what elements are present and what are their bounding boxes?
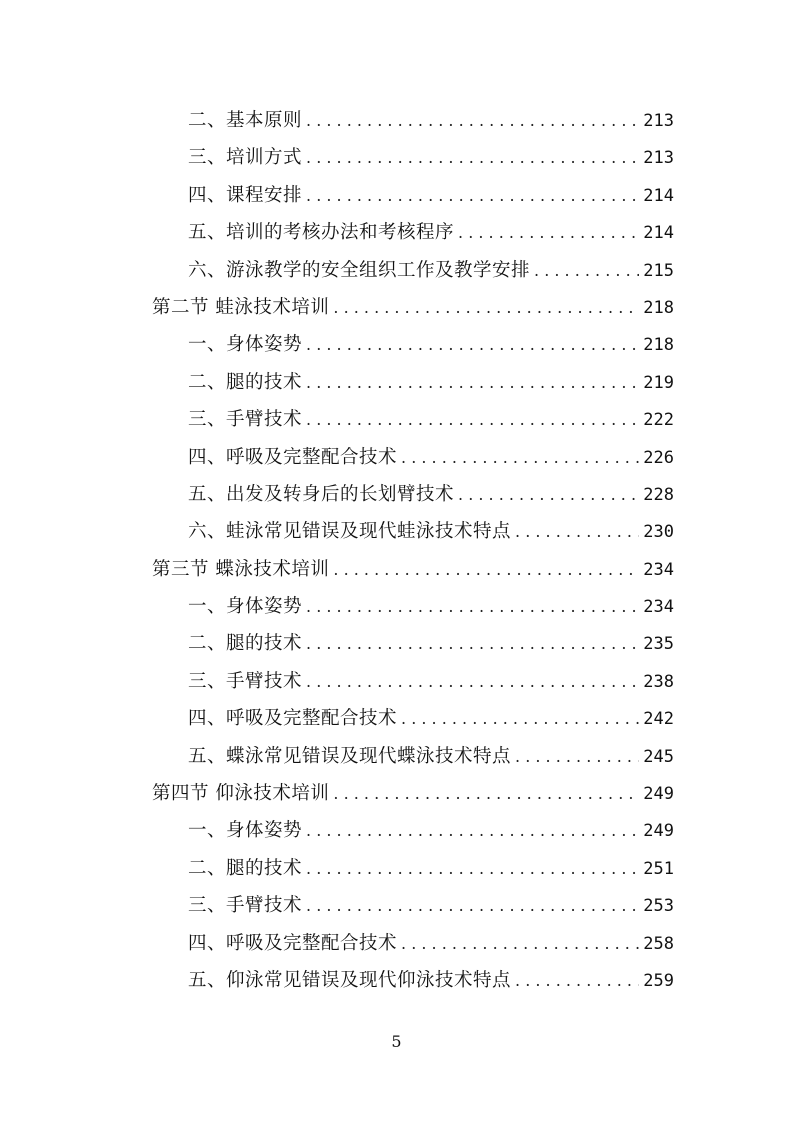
table-of-contents [152,102,674,999]
toc-entry[interactable] [152,139,674,176]
toc-entry[interactable] [152,887,674,924]
toc-entry-page: 258 [643,933,674,954]
toc-entry-page: 249 [643,821,674,842]
toc-dot-leader [333,775,639,812]
toc-dot-leader [306,326,639,363]
toc-dot-leader [515,738,639,775]
toc-entry-title: 三、手臂技术 [188,409,303,431]
toc-entry[interactable] [152,513,674,550]
toc-entry-page: 235 [643,634,674,655]
toc-dot-leader [306,364,639,401]
toc-entry-page: 214 [643,185,674,206]
toc-entry[interactable] [152,326,674,363]
toc-entry-page: 234 [643,559,674,580]
toc-section-entry[interactable] [152,289,674,326]
toc-entry[interactable] [152,364,674,401]
toc-entry[interactable] [152,177,674,214]
toc-dot-leader [401,700,639,737]
toc-dot-leader [534,252,639,289]
toc-entry[interactable] [152,102,674,139]
toc-entry-title: 五、培训的考核办法和考核程序 [188,222,455,244]
toc-entry-title: 六、蛙泳常见错误及现代蛙泳技术特点 [188,521,512,543]
toc-dot-leader [515,513,639,550]
toc-entry-page: 234 [643,597,674,618]
toc-entry-title: 五、仰泳常见错误及现代仰泳技术特点 [188,969,512,991]
toc-dot-leader [458,214,639,251]
toc-entry-title: 二、腿的技术 [188,633,303,655]
toc-entry-page: 214 [643,223,674,244]
toc-entry-page: 226 [643,447,674,468]
toc-entry[interactable] [152,850,674,887]
toc-entry-title: 二、基本原则 [188,110,303,131]
toc-dot-leader [401,925,639,962]
toc-entry-title: 五、出发及转身后的长划臂技术 [188,483,455,505]
toc-entry[interactable] [152,401,674,438]
toc-dot-leader [306,177,639,214]
toc-entry-page: 213 [643,111,674,131]
toc-entry[interactable] [152,925,674,962]
toc-dot-leader [306,139,639,176]
toc-entry-page: 230 [643,522,674,543]
toc-section-entry[interactable] [152,775,674,812]
toc-entry[interactable] [152,252,674,289]
toc-entry-title: 三、培训方式 [188,147,303,169]
toc-entry-page: 222 [643,410,674,431]
toc-entry[interactable] [152,476,674,513]
toc-dot-leader [333,551,639,588]
toc-entry-page: 219 [643,372,674,393]
toc-entry-title: 一、身体姿势 [188,334,303,356]
toc-entry-title: 第二节 蛙泳技术培训 [152,296,330,318]
toc-entry-page: 218 [643,297,674,318]
toc-entry-title: 一、身体姿势 [188,820,303,842]
toc-entry-title: 四、呼吸及完整配合技术 [188,932,398,954]
toc-entry-page: 249 [643,784,674,805]
toc-entry-title: 第三节 蝶泳技术培训 [152,558,330,580]
toc-entry-title: 六、游泳教学的安全组织工作及教学安排 [188,259,531,281]
toc-entry[interactable] [152,812,674,849]
toc-dot-leader [306,625,639,662]
toc-entry-page: 215 [643,260,674,281]
toc-entry-page: 253 [643,896,674,917]
toc-entry-title: 四、呼吸及完整配合技术 [188,708,398,730]
toc-dot-leader [306,102,639,139]
toc-entry-title: 五、蝶泳常见错误及现代蝶泳技术特点 [188,745,512,767]
toc-dot-leader [306,401,639,438]
toc-dot-leader [458,476,639,513]
toc-section-entry[interactable] [152,551,674,588]
toc-entry-page: 228 [643,484,674,505]
toc-entry[interactable] [152,625,674,662]
toc-entry-title: 二、腿的技术 [188,857,303,879]
toc-entry-title: 一、身体姿势 [188,596,303,618]
toc-entry-title: 三、手臂技术 [188,670,303,692]
toc-entry-title: 二、腿的技术 [188,371,303,393]
toc-entry-title: 四、呼吸及完整配合技术 [188,446,398,468]
toc-dot-leader [306,812,639,849]
toc-entry-page: 245 [643,746,674,767]
toc-entry-page: 213 [643,148,674,169]
toc-entry-page: 251 [643,858,674,879]
toc-entry-page: 218 [643,335,674,356]
toc-dot-leader [306,663,639,700]
toc-entry-title: 三、手臂技术 [188,895,303,917]
toc-entry[interactable] [152,962,674,999]
toc-entry[interactable] [152,214,674,251]
toc-entry[interactable] [152,663,674,700]
toc-dot-leader [306,850,639,887]
toc-entry-title: 第四节 仰泳技术培训 [152,783,330,805]
toc-entry[interactable] [152,439,674,476]
toc-dot-leader [333,289,639,326]
toc-entry-page: 242 [643,709,674,730]
toc-dot-leader [515,962,639,999]
page-number: 5 [391,1032,402,1051]
toc-entry[interactable] [152,738,674,775]
toc-entry-title: 四、课程安排 [188,184,303,206]
toc-entry[interactable] [152,700,674,737]
toc-dot-leader [401,439,639,476]
toc-entry[interactable] [152,588,674,625]
toc-dot-leader [306,588,639,625]
toc-entry-page: 238 [643,671,674,692]
toc-dot-leader [306,887,639,924]
toc-entry-page: 259 [643,970,674,991]
